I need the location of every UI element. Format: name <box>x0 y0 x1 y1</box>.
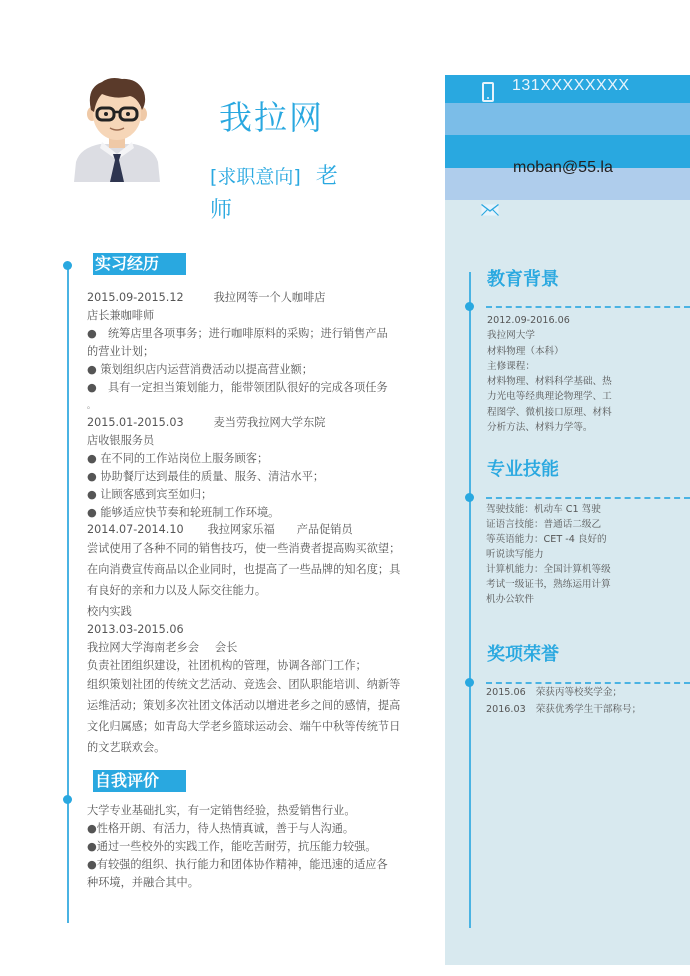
self-eval-line: ●有较强的组织、执行能力和团体协作精神，能迅速的适应各 <box>87 858 388 871</box>
job-2-bullet: ● 让顾客感到宾至如归； <box>87 488 213 501</box>
job-intent-label: [求职意向] <box>210 166 301 188</box>
candidate-name: 我拉网 <box>219 98 324 137</box>
section-title-awards: 奖项荣誉 <box>487 644 559 665</box>
timeline-dot <box>465 678 474 687</box>
section-title-skills: 专业技能 <box>487 459 559 480</box>
job-1-period: 2015.09-2015.12 <box>87 291 184 304</box>
skills-line: 等英语能力：CET -4 良好的 <box>486 534 607 545</box>
right-timeline-line <box>469 272 471 928</box>
skills-line: 计算机能力：全国计算机等级 <box>486 564 611 575</box>
job-intent <box>210 160 370 228</box>
job-3-header <box>87 521 353 539</box>
job-2-role: 店收银服务员 <box>87 434 155 447</box>
timeline-dot <box>63 261 72 270</box>
section-title-self-eval: 自我评价 <box>93 770 186 792</box>
job-2-header <box>87 414 325 432</box>
job-1-bullet: ● 策划组织店内运营消费活动以提高营业额； <box>87 363 313 376</box>
campus-role: 会长 <box>214 641 238 654</box>
award-date: 2016.03 <box>486 704 526 715</box>
self-eval-line: 种环境，并融合其中。 <box>87 876 199 889</box>
job-1-bullet: 。 <box>87 401 95 410</box>
award-item <box>486 685 622 700</box>
campus-org: 我拉网大学海南老乡会 <box>87 641 199 654</box>
campus-label: 校内实践 <box>87 605 132 618</box>
job-1-company: 我拉网等一个人咖啡店 <box>213 291 326 304</box>
campus-line: 负责社团组织建设，社团机构的管理，协调各部门工作； <box>87 659 367 672</box>
education-line: 力光电等经典理论物理学、工 <box>487 391 612 402</box>
job-2-bullet: ● 在不同的工作站岗位上服务顾客； <box>87 452 269 465</box>
divider <box>486 497 690 499</box>
skills-line: 听说读写能力 <box>486 549 544 560</box>
education-line: 材料物理、材料科学基础、热 <box>487 376 612 387</box>
phone-number: 131XXXXXXXX <box>512 77 630 94</box>
job-1-bullet: ● 统筹店里各项事务；进行咖啡原料的采购；进行销售产品 <box>87 327 388 340</box>
job-3-period: 2014.07-2014.10 <box>87 523 184 536</box>
job-intent-value: 老 <box>315 164 338 189</box>
campus-period: 2013.03-2015.06 <box>87 623 184 636</box>
self-eval-line: ●性格开朗、有活力，待人热情真诚，善于与人沟通。 <box>87 822 355 835</box>
job-2-bullet: ● 能够适应快节奏和轮班制工作环境。 <box>87 506 280 519</box>
job-2-period: 2015.01-2015.03 <box>87 416 184 429</box>
mail-icon <box>481 204 499 216</box>
job-1-bullet: ● 具有一定担当策划能力，能带领团队很好的完成各项任务 <box>87 381 388 394</box>
timeline-dot <box>465 302 474 311</box>
timeline-dot <box>465 493 474 502</box>
divider <box>486 682 690 684</box>
job-1-role: 店长兼咖啡师 <box>87 309 155 322</box>
education-line: 我拉网大学 <box>487 330 535 341</box>
section-title-internship: 实习经历 <box>93 253 186 275</box>
timeline-dot <box>63 795 72 804</box>
avatar <box>72 76 162 182</box>
contact-band-phone <box>445 75 690 103</box>
award-date: 2015.06 <box>486 687 526 698</box>
contact-band-spacer <box>445 103 690 135</box>
job-intent-value-cont: 师 <box>210 198 233 223</box>
divider <box>486 306 690 308</box>
job-2-company: 麦当劳我拉网大学东院 <box>213 416 326 429</box>
education-line: 程图学、微机接口原理、材料 <box>487 407 612 418</box>
job-2-bullet: ● 协助餐厅达到最佳的质量、服务、清洁水平； <box>87 470 325 483</box>
self-eval-line: ●通过一些校外的实践工作，能吃苦耐劳，抗压能力较强。 <box>87 840 377 853</box>
job-1-header <box>87 289 325 307</box>
left-timeline-line <box>67 265 69 923</box>
job-1-bullet: 的营业计划； <box>87 345 155 358</box>
email-address: moban@55.la <box>513 159 613 176</box>
education-line: 2012.09-2016.06 <box>487 315 570 326</box>
education-line: 主修课程： <box>487 361 535 372</box>
skills-line: 考试一级证书，熟练运用计算 <box>486 579 611 590</box>
campus-description: 组织策划社团的传统文艺活动、竞选会、团队职能培训、纳新等运维活动；策划多次社团文体活动以增进老乡之间的感情，提高文化归属感；如青岛大学老乡篮球运动会、端午中秋等传统节日的文艺联欢会。 <box>87 678 401 754</box>
job-3-description: 尝试使用了各种不同的销售技巧，使一些消费者提高购买欲望；在向消费宣传商品以企业同时，也提高了一些品牌的知名度；具有良好的亲和力以及人际交往能力。 <box>87 542 401 597</box>
self-eval-line: 大学专业基础扎实，有一定销售经验，热爱销售行业。 <box>87 804 356 817</box>
education-line: 材料物理（本科） <box>487 346 564 357</box>
job-3-company: 我拉网家乐福 <box>207 523 275 536</box>
section-title-education: 教育背景 <box>487 269 559 290</box>
job-3-role: 产品促销员 <box>296 523 353 536</box>
skills-line: 机办公软件 <box>486 594 534 605</box>
campus-org-line <box>87 639 237 657</box>
skills-line: 证语言技能：普通话二级乙 <box>486 519 602 530</box>
award-text: 荣获丙等校奖学金； <box>535 687 623 698</box>
education-line: 分析方法、材料力学等。 <box>487 422 593 433</box>
skills-line: 驾驶技能：机动车 C1 驾驶 <box>486 504 601 515</box>
award-item <box>486 702 641 717</box>
phone-icon <box>482 82 494 102</box>
award-text: 荣获优秀学生干部称号； <box>535 704 642 715</box>
